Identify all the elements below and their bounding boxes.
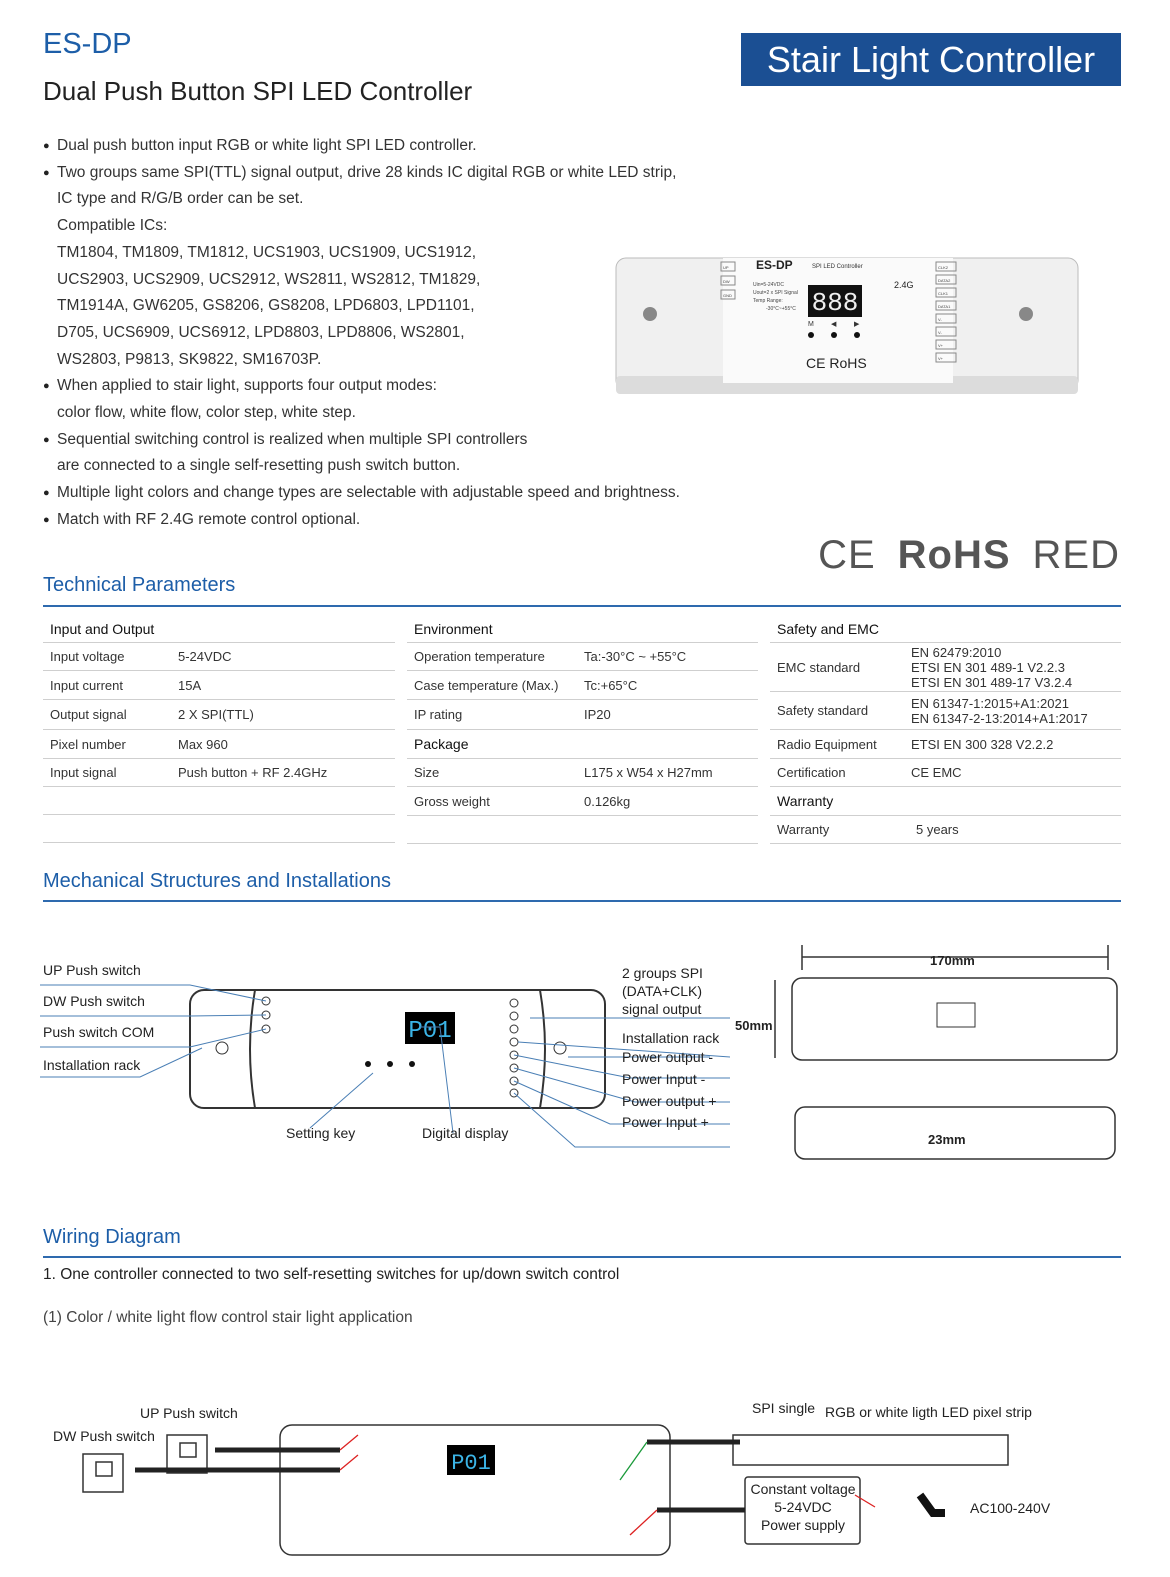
param-value	[178, 765, 327, 780]
power-plug-icon	[920, 1495, 945, 1513]
label-led-strip: RGB or white ligth LED pixel strip	[825, 1404, 1032, 1420]
param-value-line: CE EMC	[911, 765, 962, 780]
param-value-line: 0.126kg	[584, 793, 631, 809]
table-row	[43, 671, 395, 700]
table-heading: Warranty	[777, 793, 834, 809]
table-row	[770, 759, 1121, 787]
feature-line: WS2803, P9813, SK9822, SM16703P.	[57, 350, 322, 368]
divider	[43, 900, 1121, 902]
section-title-wiring: Wiring Diagram	[43, 1226, 181, 1248]
param-label: Input signal	[50, 765, 117, 780]
wiring-item-1: 1. One controller connected to two self-resetting switches for up/down switch control	[43, 1266, 620, 1283]
table-environment	[407, 615, 758, 844]
table-row	[770, 692, 1121, 730]
param-label: Safety standard	[777, 703, 869, 718]
param-value-line: ETSI EN 300 328 V2.2.2	[911, 736, 1054, 752]
label-right: Power Input +	[622, 1114, 709, 1130]
param-value-line: IP20	[584, 707, 611, 722]
category-banner	[741, 33, 1121, 86]
label-right: signal output	[622, 1001, 702, 1017]
param-value	[178, 649, 231, 664]
feature-item: ● Dual push button input RGB or white light SPI LED controller.	[43, 133, 683, 160]
param-value	[911, 765, 962, 780]
param-value	[178, 678, 201, 693]
section-title-tech: Technical Parameters	[43, 574, 236, 596]
param-value	[911, 645, 1072, 690]
param-value	[584, 707, 611, 722]
param-value	[178, 707, 254, 722]
label-up-switch: UP Push switch	[140, 1405, 238, 1421]
screw-icon	[1019, 307, 1033, 321]
param-value	[178, 737, 228, 752]
label-left: Push switch COM	[43, 1024, 155, 1040]
table-row	[770, 643, 1121, 692]
spec-text: Temp Range:	[753, 298, 783, 304]
param-value-line: EN 61347-1:2015+A1:2021	[911, 695, 1069, 711]
param-label: IP rating	[414, 707, 463, 722]
table-row	[43, 700, 395, 730]
label-right: Power Input -	[622, 1071, 706, 1087]
param-value-line: ETSI EN 301 489-1 V2.2.3	[911, 659, 1065, 675]
feature-line: are connected to a single self-resetting push switch button.	[57, 457, 461, 475]
feature-line: TM1914A, GW6205, GS8206, GS8208, LPD6803, LPD1101,	[57, 297, 475, 315]
table-row	[43, 730, 395, 759]
dim-height: 23mm	[928, 1132, 966, 1147]
label-power-supply	[748, 1480, 858, 1534]
setting-key	[854, 332, 860, 338]
ce-mark: CE	[818, 533, 876, 577]
label-right: Installation rack	[622, 1030, 720, 1046]
psu-line: Constant voltage	[750, 1481, 856, 1497]
param-value	[911, 737, 1053, 752]
param-value-line: EN 61347-2-13:2014+A1:2017	[911, 710, 1088, 726]
feature-line: TM1804, TM1809, TM1812, UCS1903, UCS1909, UCS1912,	[57, 243, 477, 261]
param-value-line: Ta:-30°C ~ +55°C	[584, 649, 687, 664]
table-row	[407, 643, 758, 671]
param-value-line: ETSI EN 301 489-17 V3.2.4	[911, 674, 1073, 690]
svg-text:SPI LED Controller: SPI LED Controller	[812, 264, 863, 270]
feature-line: Compatible ICs:	[57, 217, 168, 235]
table-heading: Package	[414, 736, 469, 752]
svg-text:P01: P01	[408, 1018, 452, 1045]
table-row	[407, 759, 758, 787]
label-spi-single: SPI single	[752, 1400, 816, 1416]
setting-key	[831, 332, 837, 338]
label-setting-key: Setting key	[286, 1125, 356, 1141]
svg-text:UP: UP	[723, 265, 729, 270]
psu-line: Power supply	[760, 1517, 846, 1533]
table-safety-emc	[770, 615, 1121, 844]
svg-text:V+: V+	[938, 356, 944, 361]
label-right: Power output +	[622, 1093, 717, 1109]
param-label: Certification	[777, 765, 846, 780]
spec-text: Uin=5-24VDC	[753, 282, 784, 288]
model-number: ES-DP	[43, 28, 132, 60]
svg-text:CE RoHS: CE RoHS	[806, 355, 867, 371]
label-left: Installation rack	[43, 1057, 141, 1073]
rohs-mark: RoHS	[897, 533, 1011, 577]
certification-marks	[818, 533, 1120, 578]
product-subtitle: Dual Push Button SPI LED Controller	[43, 76, 473, 106]
feature-line: UCS2903, UCS2909, UCS2912, WS2811, WS2812, TM1829,	[57, 270, 481, 288]
key-label: M	[808, 321, 814, 328]
feature-item: ● When applied to stair light, supports four output modes:	[43, 373, 683, 400]
spec-text: -30°C~+55°C	[766, 306, 796, 312]
param-value-line: 2 X SPI(TTL)	[178, 707, 254, 722]
label-dw-switch: DW Push switch	[53, 1428, 155, 1444]
spec-text: Uout=2 x SPI Signal	[753, 290, 798, 296]
svg-text:CLK1: CLK1	[938, 291, 949, 296]
param-label: Radio Equipment	[777, 736, 877, 752]
svg-text:P01: P01	[451, 1451, 491, 1476]
param-label: Case temperature (Max.)	[414, 677, 559, 693]
svg-text:GND: GND	[723, 293, 732, 298]
key-label: ◀	[831, 321, 837, 328]
param-label: Size	[414, 765, 440, 780]
param-value-line: Push button + RF 2.4GHz	[178, 765, 328, 780]
table-input-output	[43, 615, 395, 843]
svg-text:DATA1: DATA1	[938, 304, 951, 309]
table-row	[407, 787, 758, 816]
feature-list	[43, 133, 683, 534]
feature-line: IC type and R/G/B order can be set.	[57, 190, 304, 208]
label-left: DW Push switch	[43, 993, 145, 1009]
param-value	[584, 649, 686, 664]
param-label: Warranty	[777, 822, 830, 837]
divider	[43, 605, 1121, 607]
feature-line: color flow, white flow, color step, white step.	[57, 404, 356, 422]
setting-key	[808, 332, 814, 338]
param-label: Operation temperature	[414, 649, 545, 664]
feature-line: D705, UCS6909, UCS6912, LPD8803, LPD8806, WS2801,	[57, 323, 465, 341]
param-value-line: Tc:+65°C	[584, 677, 638, 693]
table-row	[770, 730, 1121, 759]
table-row	[43, 643, 395, 671]
feature-item: ● Multiple light colors and change types are selectable with adjustable speed and brightness.	[43, 480, 683, 507]
param-label: Input voltage	[50, 649, 125, 664]
divider	[43, 1256, 1121, 1258]
param-value	[911, 696, 1088, 726]
mechanical-diagram	[40, 940, 1130, 1170]
table-heading: Input and Output	[50, 620, 155, 637]
section-title-mech: Mechanical Structures and Installations	[43, 870, 391, 892]
svg-text:888: 888	[811, 288, 859, 318]
svg-text:ES-DP: ES-DP	[756, 258, 793, 272]
label-right: (DATA+CLK)	[622, 983, 702, 999]
param-value: 5 years	[916, 822, 959, 837]
label-right: Power output -	[622, 1049, 714, 1065]
wiring-diagram	[40, 1395, 1130, 1570]
label-left: UP Push switch	[43, 962, 141, 978]
param-value-line: 15A	[178, 677, 202, 693]
banner-text: Stair Light Controller	[766, 38, 1096, 80]
param-value-line: 5-24VDC	[178, 649, 232, 664]
table-row	[407, 671, 758, 700]
param-value-line: EN 62479:2010	[911, 644, 1002, 660]
svg-text:CLK2: CLK2	[938, 265, 949, 270]
table-heading: Safety and EMC	[777, 620, 879, 637]
param-label: EMC standard	[777, 659, 861, 675]
label-ac-input: AC100-240V	[970, 1500, 1051, 1516]
label-digital-display: Digital display	[422, 1125, 509, 1141]
param-value	[584, 678, 637, 693]
key-label: ▶	[854, 321, 860, 328]
table-heading: Environment	[414, 620, 493, 637]
wiring-application-1: (1) Color / white light flow control stair light application	[43, 1309, 413, 1326]
red-mark: RED	[1032, 533, 1120, 577]
dim-width: 50mm	[735, 1018, 773, 1033]
param-value	[584, 794, 630, 809]
svg-text:V-: V-	[938, 330, 942, 335]
psu-line: 5-24VDC	[774, 1499, 832, 1515]
screw-icon	[643, 307, 657, 321]
param-label: Pixel number	[50, 736, 126, 752]
svg-text:DATA2: DATA2	[938, 278, 951, 283]
feature-item: ● Sequential switching control is realized when multiple SPI controllers	[43, 427, 683, 454]
product-photo	[608, 248, 1083, 400]
param-label: Input current	[50, 677, 123, 693]
param-value	[584, 765, 713, 780]
dim-length: 170mm	[930, 953, 975, 968]
svg-text:V-: V-	[938, 317, 942, 322]
feature-item: ● Two groups same SPI(TTL) signal output, drive 28 kinds IC digital RGB or white LED strip,	[43, 160, 683, 187]
svg-text:2.4G: 2.4G	[894, 280, 914, 290]
table-row	[407, 700, 758, 730]
param-label: Output signal	[50, 707, 127, 722]
table-row	[770, 816, 1121, 844]
svg-text:V+: V+	[938, 343, 944, 348]
param-value-line: Max 960	[178, 736, 228, 752]
svg-text:DW: DW	[723, 279, 730, 284]
label-right: 2 groups SPI	[622, 965, 703, 981]
param-value-line: L175 x W54 x H27mm	[584, 765, 713, 780]
param-label: Gross weight	[414, 793, 490, 809]
feature-item: ● Match with RF 2.4G remote control optional.	[43, 507, 683, 534]
table-row	[43, 759, 395, 787]
